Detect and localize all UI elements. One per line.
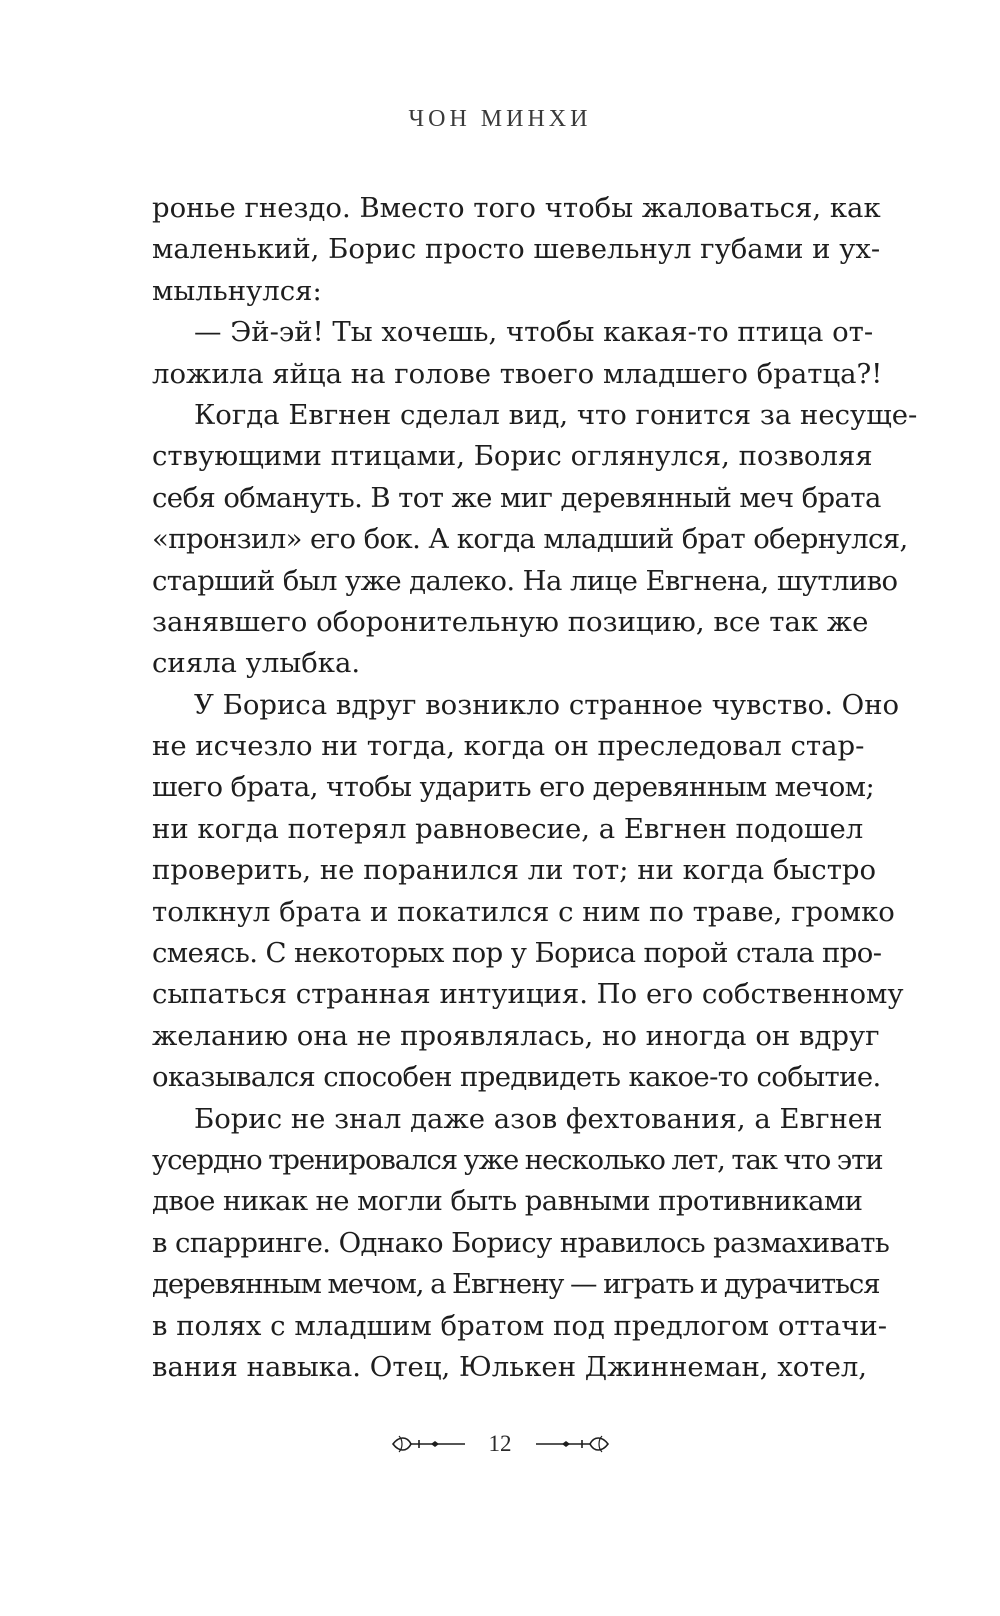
- text-line: занявшего оборонительную позицию, все так же: [152, 605, 869, 638]
- text-line: маленький, Борис просто шевельнул губами и ух-: [152, 233, 881, 266]
- text-line: Борис не знал даже азов фехтования, а Евгнен: [194, 1102, 883, 1135]
- text-line: «пронзил» его бок. А когда младший брат обернулся,: [152, 523, 908, 556]
- text-line: не исчезло ни тогда, когда он преследовал стар-: [152, 730, 865, 763]
- text-line: ронье гнездо. Вместо того чтобы жаловаться, как: [152, 192, 881, 224]
- page-number: 12: [488, 1431, 512, 1456]
- text-line: старший был уже далеко. На лице Евгнена, шутливо: [152, 564, 898, 597]
- text-line: смеясь. С некоторых пор у Бориса порой стала про-: [152, 937, 882, 970]
- text-line: в полях с младшим братом под предлогом оттачи-: [152, 1309, 887, 1342]
- text-line: ни когда потерял равновесие, а Евгнен подошел: [152, 812, 864, 845]
- text-line: сыпаться странная интуиция. По его собственному: [152, 978, 904, 1011]
- text-line: сияла улыбка.: [152, 647, 361, 680]
- body-text: [152, 188, 918, 1388]
- text-line: деревянным мечом, а Евгнену — играть и дурачиться: [152, 1268, 880, 1301]
- text-line: оказывался способен предвидеть какое-то событие.: [152, 1061, 881, 1094]
- text-line: вания навыка. Отец, Юлькен Джиннеман, хотел,: [152, 1350, 868, 1383]
- text-line: двое никак не могли быть равными противниками: [152, 1185, 863, 1218]
- text-line: ствующими птицами, Борис оглянулся, позволяя: [152, 440, 873, 473]
- page-footer: [0, 1424, 1000, 1464]
- text-line: шего брата, чтобы ударить его деревянным мечом;: [152, 771, 875, 804]
- text-line: Когда Евгнен сделал вид, что гонится за несуще-: [194, 398, 918, 431]
- text-line: себя обмануть. В тот же миг деревянный меч брата: [152, 481, 881, 514]
- text-line: проверить, не поранился ли тот; ни когда быстро: [152, 854, 877, 887]
- text-line: усердно тренировался уже несколько лет, так что эти: [152, 1143, 883, 1176]
- text-line: толкнул брата и покатился с ним по траве, громко: [152, 895, 895, 928]
- text-line: — Эй-эй! Ты хочешь, чтобы какая-то птица от-: [194, 316, 874, 349]
- text-line: У Бориса вдруг возникло странное чувство. Оно: [194, 688, 900, 721]
- ornament-flourish-icon: [534, 1432, 610, 1456]
- ornament-flourish-icon: [391, 1432, 467, 1456]
- text-line: мыльнулся:: [152, 274, 322, 307]
- running-head: ЧОН МИНХИ: [408, 106, 592, 132]
- text-line: желанию она не проявлялась, но иногда он вдруг: [152, 1019, 880, 1052]
- text-line: ложила яйца на голове твоего младшего братца?!: [152, 357, 883, 390]
- text-line: в спарринге. Однако Борису нравилось размахивать: [152, 1226, 890, 1259]
